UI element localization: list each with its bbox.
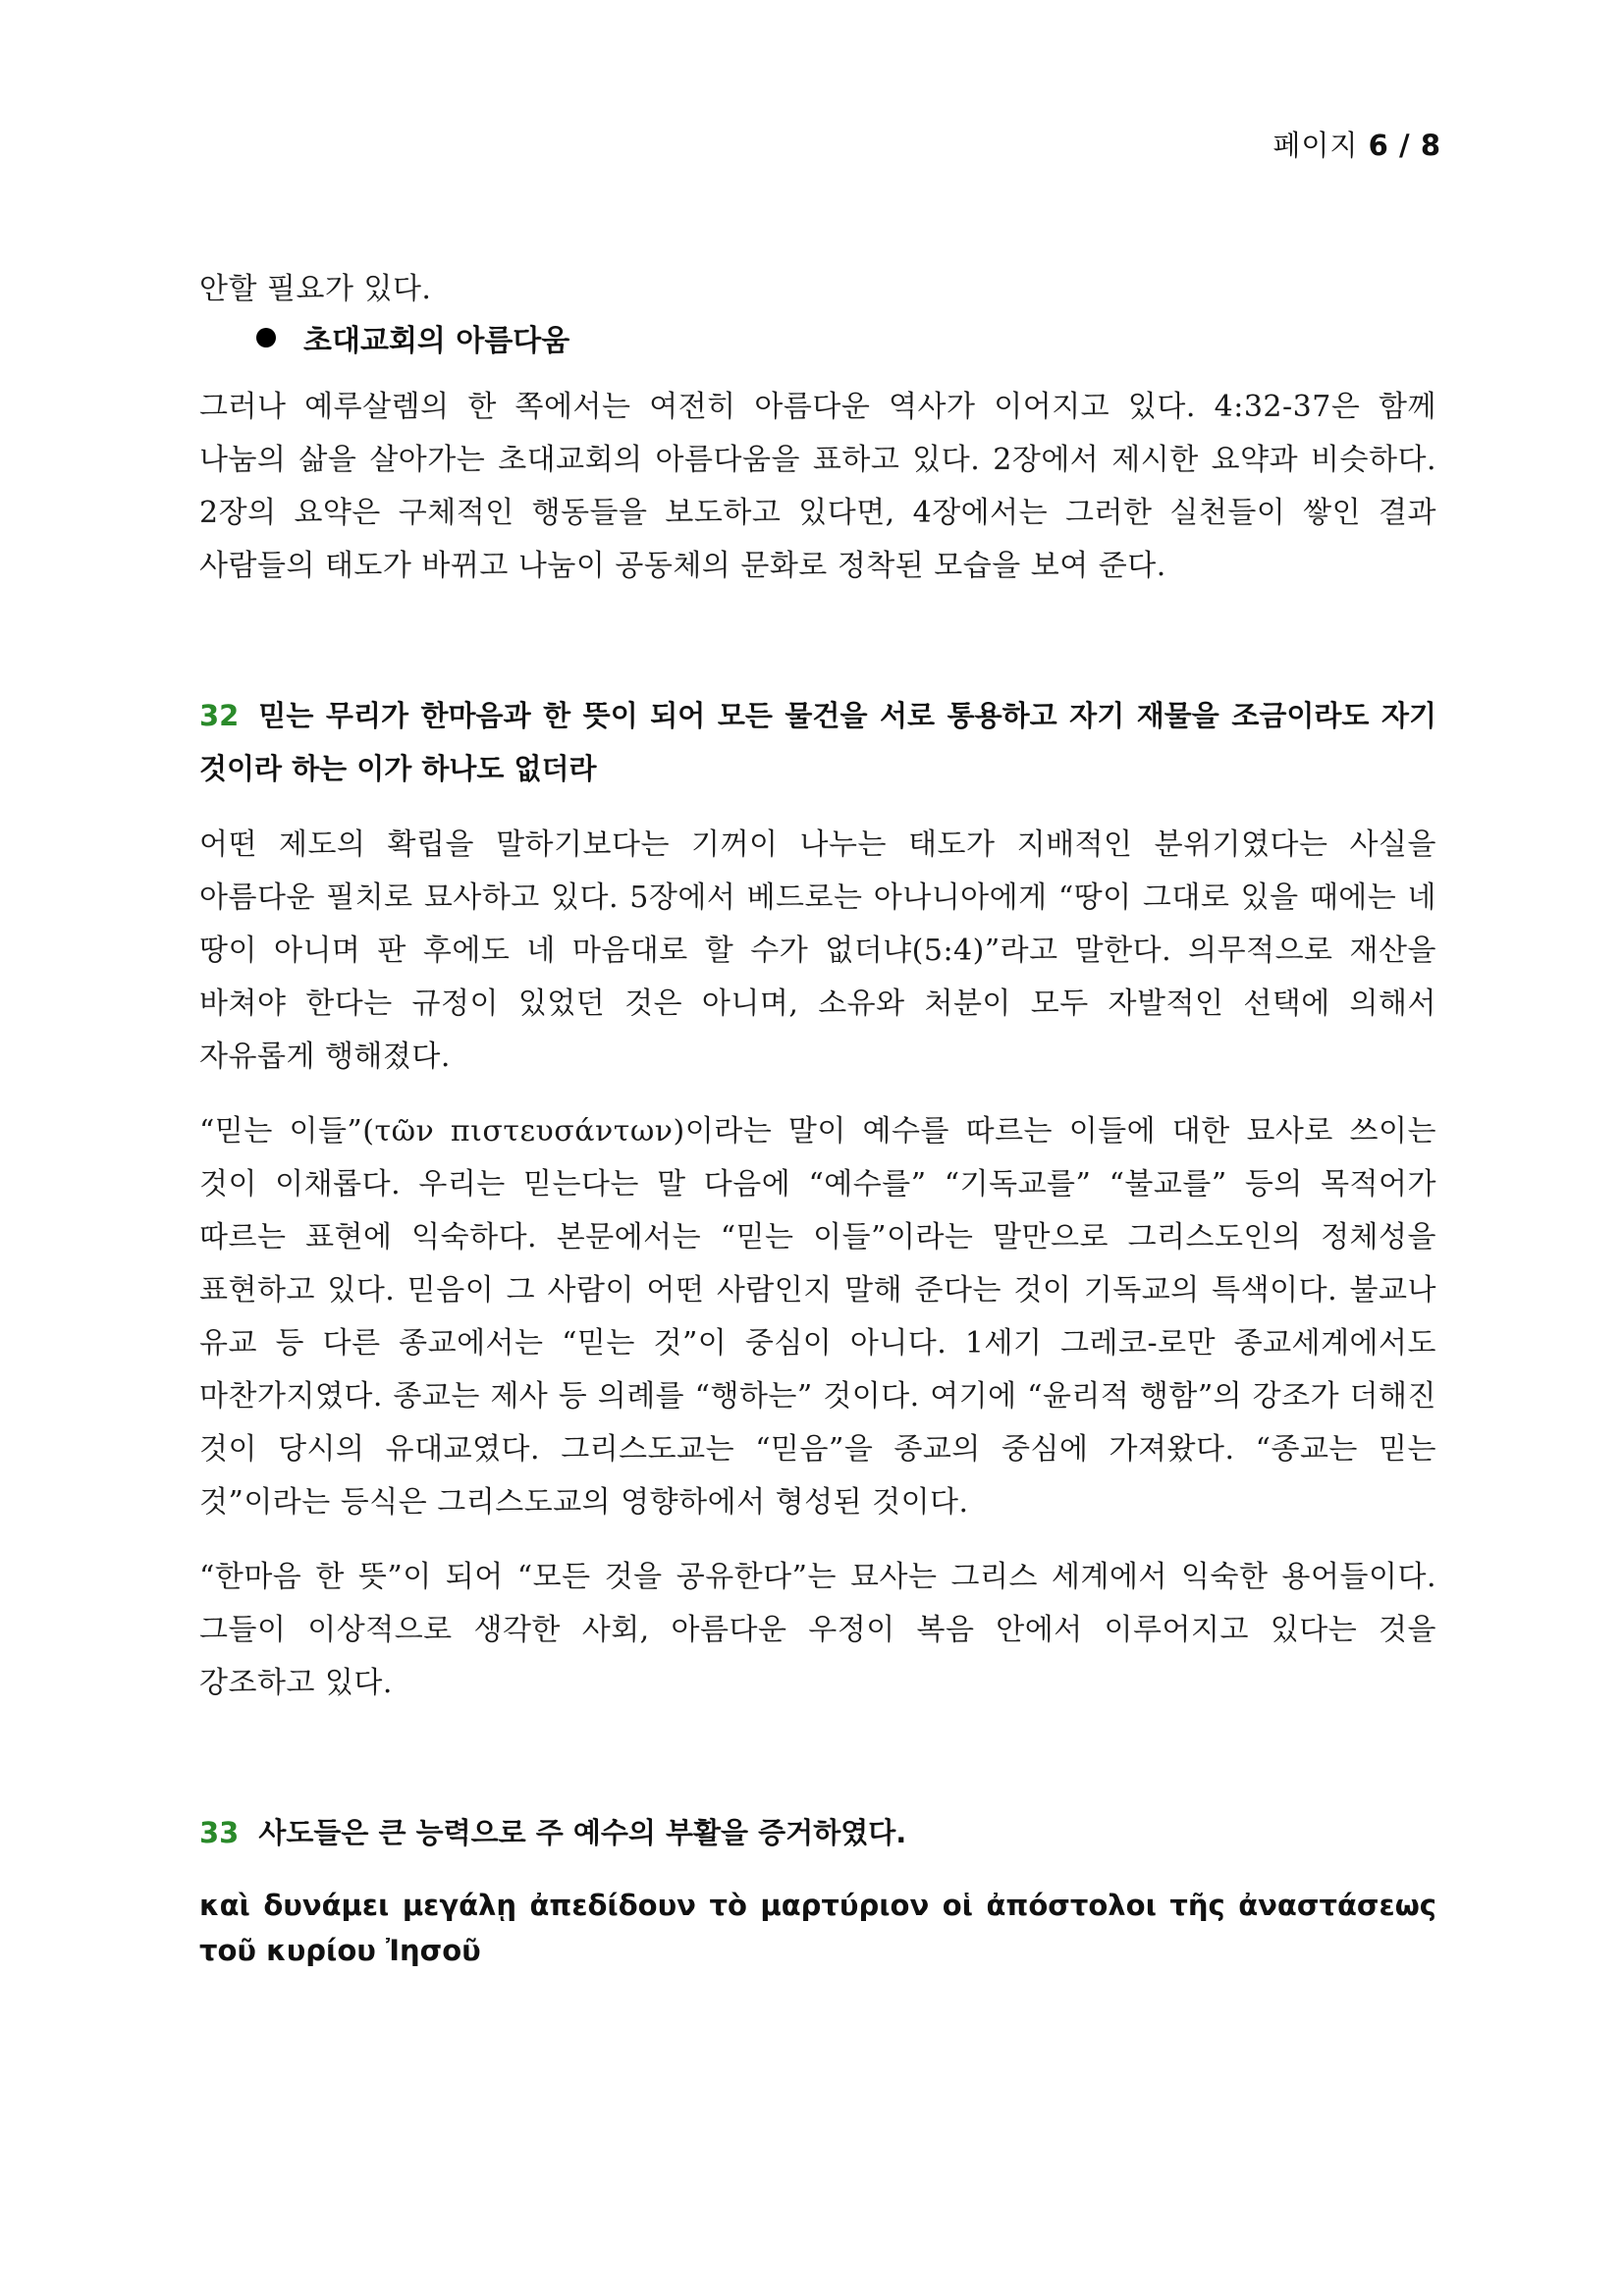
verse-text: 사도들은 큰 능력으로 주 예수의 부활을 증거하였다. (258, 1816, 907, 1849)
verse-32-heading (199, 689, 1436, 795)
commentary-paragraph: “한마음 한 뜻”이 되어 “모든 것을 공유한다”는 묘사는 그리스 세계에서 익숙한 용어들이다. 그들이 이상적으로 생각한 사회, 아름다운 우정이 복음 안에서 이루어지고 있다는 것을 강조하고 있다. (199, 1560, 1436, 1700)
page-label: 페이지 (1272, 129, 1359, 162)
verse-number: 33 (199, 1816, 240, 1849)
page-current: 6 (1368, 129, 1389, 162)
section-intro-paragraph: 그러나 예루살렘의 한 쪽에서는 여전히 아름다운 역사가 이어지고 있다. 4:32-37은 함께 나눔의 삶을 살아가는 초대교회의 아름다움을 표하고 있다. 2장에서 제시한 요약과 비슷하다. 2장의 요약은 구체적인 행동들을 보도하고 있다면, 4장에서는 그러한 실천들이 쌓인 결과 사람들의 태도가 바뀌고 나눔이 공동체의 문화로 정착된 모습을 보여 준다. (199, 390, 1436, 583)
greek-verse-text: καὶ δυνάμει μεγάλῃ ἀπεδίδουν τὸ μαρτύριον οἱ ἀπόστολοι τῆς ἀναστάσεως τοῦ κυρίου Ἰησοῦ (199, 1889, 1436, 1967)
spacer (199, 593, 1436, 689)
verse-text: 믿는 무리가 한마음과 한 뜻이 되어 모든 물건을 서로 통용하고 자기 재물을 조금이라도 자기 것이라 하는 이가 하나도 없더라 (199, 699, 1436, 785)
spacer (199, 1529, 1436, 1551)
spacer (199, 1084, 1436, 1105)
page-total: 8 (1420, 129, 1441, 162)
commentary-paragraph: “믿는 이들”(τῶν πιστευσάντων)이라는 말이 예수를 따르는 이들에 대한 묘사로 쓰이는 것이 이채롭다. 우리는 믿는다는 말 다음에 “예수를” “기독교를” “불교를” 등의 목적어가 따르는 표현에 익숙하다. 본문에서는 “믿는 이들”이라는 말만으로 그리스도인의 정체성을 표현하고 있다. 믿음이 그 사람이 어떤 사람인지 말해 준다는 것이 기독교의 특색이다. 불교나 유교 등 다른 종교에서는 “믿는 것”이 중심이 아니다. 1세기 그레코-로만 종교세계에서도 마찬가지였다. 종교는 제사 등 의례를 “행하는” 것이다. 여기에 “윤리적 행함”의 강조가 더해진 것이 당시의 유대교였다. 그리스도교는 “믿음”을 종교의 중심에 가져왔다. “종교는 믿는 것”이라는 등식은 그리스도교의 영향하에서 형성된 것이다. (199, 1114, 1436, 1520)
section-heading-text: 초대교회의 아름다움 (303, 324, 570, 358)
spacer (199, 1710, 1436, 1806)
page-number (1272, 124, 1441, 164)
page-separator: / (1399, 129, 1411, 162)
document-body (199, 263, 1436, 1973)
continuation-text: 안할 필요가 있다. (199, 272, 432, 306)
bullet-icon (256, 328, 276, 347)
verse-number: 32 (199, 699, 240, 732)
verse-33-heading (199, 1806, 1436, 1859)
section-heading (256, 316, 1436, 359)
commentary-paragraph: 어떤 제도의 확립을 말하기보다는 기꺼이 나누는 태도가 지배적인 분위기였다는 사실을 아름다운 필치로 묘사하고 있다. 5장에서 베드로는 아나니아에게 “땅이 그대로 있을 때에는 네 땅이 아니며 판 후에도 네 마음대로 할 수가 없더냐(5:4)”라고 말한다. 의무적으로 재산을 바쳐야 한다는 규정이 있었던 것은 아니며, 소유와 처분이 모두 자발적인 선택에 의해서 자유롭게 행해졌다. (199, 828, 1436, 1074)
